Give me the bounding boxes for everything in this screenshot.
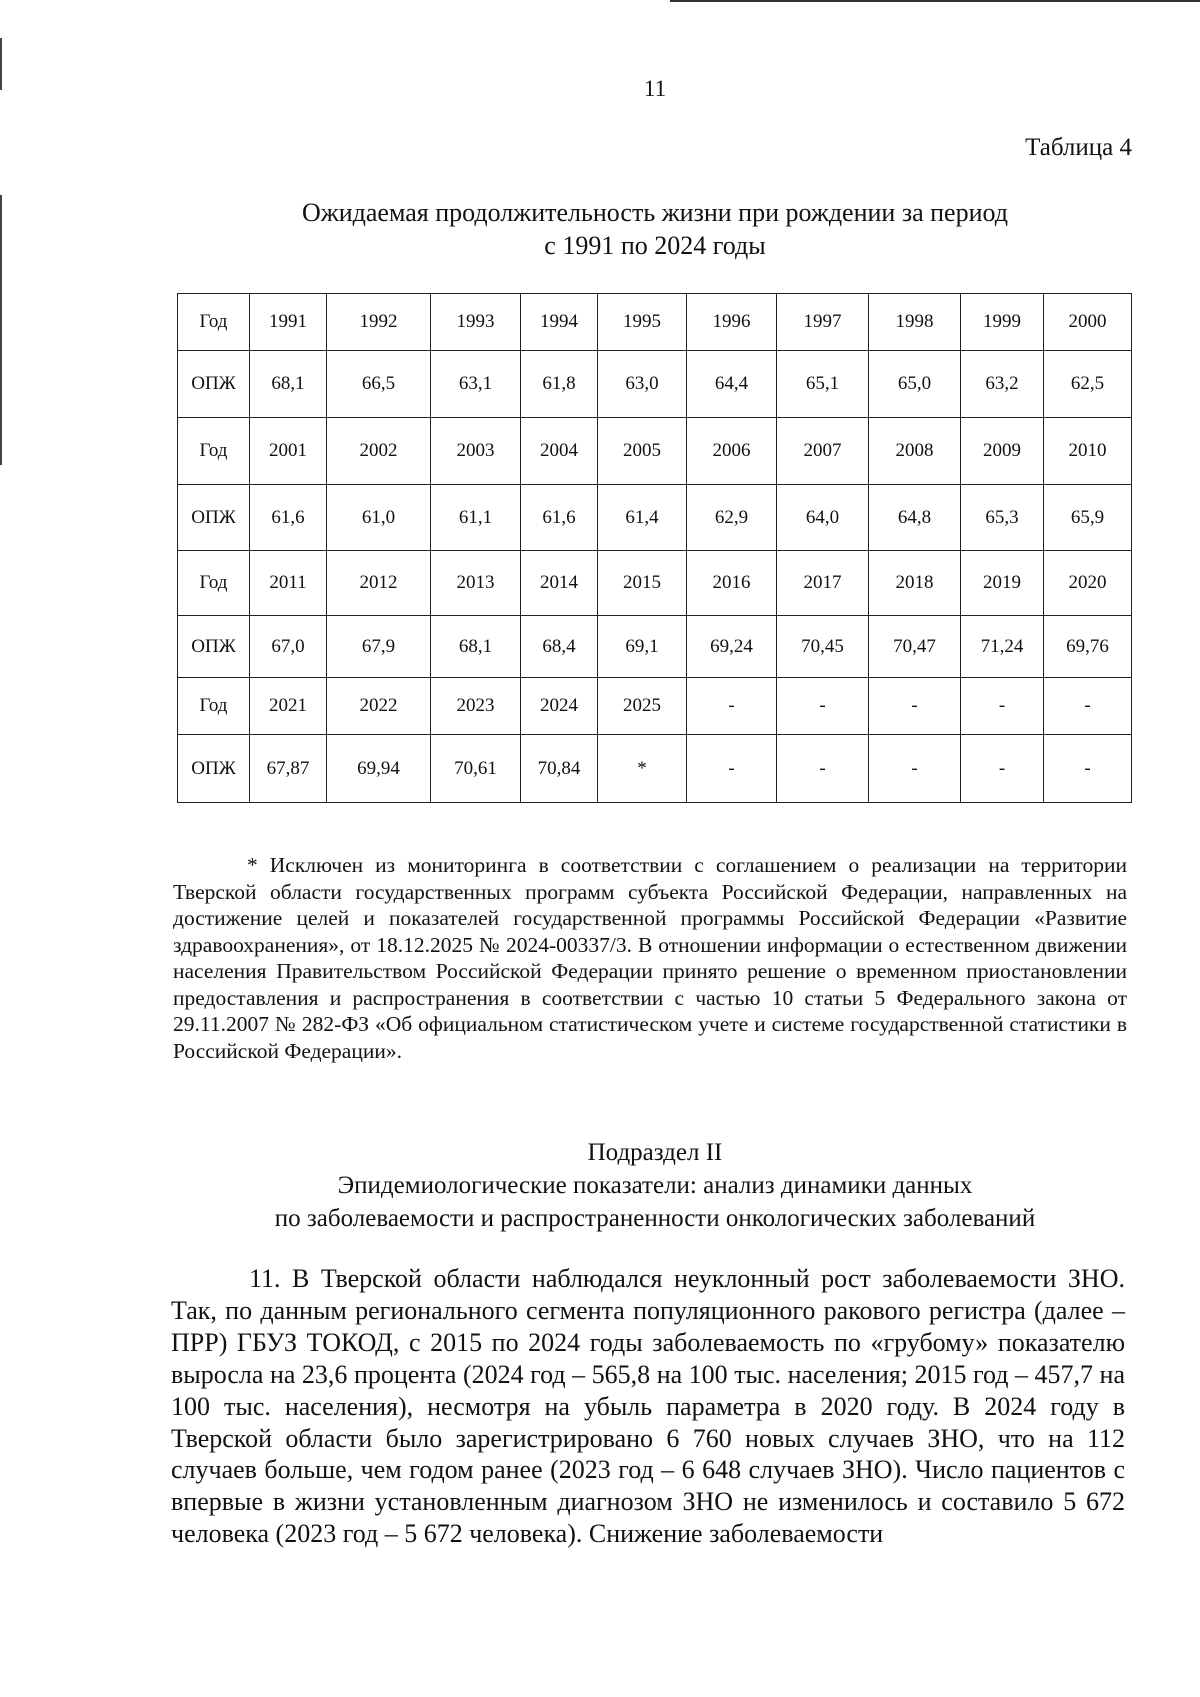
table-cell: - <box>687 678 777 735</box>
table-cell: - <box>961 735 1044 803</box>
table-cell: 2009 <box>961 418 1044 485</box>
table-row <box>178 418 1132 485</box>
table-row <box>178 485 1132 551</box>
table-cell: 63,2 <box>961 351 1044 418</box>
table-cell: 1993 <box>431 294 521 351</box>
table-row-header-cell: Год <box>178 678 250 735</box>
table-row-header-cell: Год <box>178 294 250 351</box>
table-cell: 61,8 <box>521 351 598 418</box>
table-cell: 2016 <box>687 551 777 616</box>
table-cell: 2023 <box>431 678 521 735</box>
table-cell: 70,47 <box>869 616 961 678</box>
table-row <box>178 351 1132 418</box>
table-cell: 1991 <box>250 294 327 351</box>
table-cell: 62,9 <box>687 485 777 551</box>
table-cell: 65,3 <box>961 485 1044 551</box>
table-cell: 1994 <box>521 294 598 351</box>
table-cell: 1998 <box>869 294 961 351</box>
table-row-header-cell: Год <box>178 418 250 485</box>
table-row-header-cell: ОПЖ <box>178 351 250 418</box>
footnote-text: * Исключен из мониторинга в соответствии с соглашением о реализации на территории Тверской области государственных программ субъекта Российской Федерации, направленных на достижение целей и показателей государственной программы Российской Федерации «Развитие здравоохранения», от 18.12.2025 № 2024-00337/3. В отношении информации о естественном движении населения Правительством Российской Федерации принято решение о временном приостановлении предоставления и распространения в соответствии с частью 10 статьи 5 Федерального закона от 29.11.2007 № 282-ФЗ «Об официальном статистическом учете и системе государственной статистики в Российской Федерации». <box>173 853 1127 1063</box>
table-row <box>178 735 1132 803</box>
table-cell: 70,61 <box>431 735 521 803</box>
table-cell: * <box>598 735 687 803</box>
table-cell: 69,1 <box>598 616 687 678</box>
subsection-title-line: по заболеваемости и распространенности онкологических заболеваний <box>274 1205 1036 1232</box>
table-cell: 64,8 <box>869 485 961 551</box>
table-cell: 68,1 <box>431 616 521 678</box>
table-cell: 64,4 <box>687 351 777 418</box>
table-cell: 65,0 <box>869 351 961 418</box>
table-cell: 67,9 <box>327 616 431 678</box>
table-title <box>220 196 1090 262</box>
table-cell: - <box>777 678 869 735</box>
table-cell: 61,6 <box>521 485 598 551</box>
table-cell: - <box>1044 735 1132 803</box>
paragraph-11-text: 11. В Тверской области наблюдался неуклонный рост заболеваемости ЗНО. Так, по данным регионального сегмента популяционного ракового регистра (далее – ПРР) ГБУЗ ТОКОД, с 2015 по 2024 годы заболеваемость по «грубому» показателю выросла на 23,6 процента (2024 год – 565,8 на 100 тыс. населения; 2015 год – 457,7 на 100 тыс. населения), несмотря на убыль параметра в 2020 году. В 2024 году в Тверской области было зарегистрировано 6 760 новых случаев ЗНО, что на 112 случаев больше, чем годом ранее (2023 год – 6 648 случаев ЗНО). Число пациентов с впервые в жизни установленным диагнозом ЗНО не изменилось и составило 5 672 человека (2023 год – 5 672 человека). Снижение заболеваемости <box>171 1264 1125 1549</box>
table-cell: 2002 <box>327 418 431 485</box>
table-cell: - <box>1044 678 1132 735</box>
table-cell: 69,24 <box>687 616 777 678</box>
table-cell: 1999 <box>961 294 1044 351</box>
table-cell: 2024 <box>521 678 598 735</box>
table-cell: 1992 <box>327 294 431 351</box>
table-cell: 63,1 <box>431 351 521 418</box>
table-cell: 2015 <box>598 551 687 616</box>
table-cell: 2019 <box>961 551 1044 616</box>
table-title-line: Ожидаемая продолжительность жизни при рождении за период <box>302 198 1008 227</box>
table-cell: 2020 <box>1044 551 1132 616</box>
table-cell: 2005 <box>598 418 687 485</box>
table-cell: 2001 <box>250 418 327 485</box>
body-paragraph <box>171 1263 1125 1550</box>
table-cell: - <box>869 678 961 735</box>
table-cell: - <box>777 735 869 803</box>
table-cell: 2004 <box>521 418 598 485</box>
scan-edge-top <box>670 0 1200 2</box>
subsection-heading-block <box>150 1136 1160 1235</box>
table-cell: 1996 <box>687 294 777 351</box>
table-cell: 61,4 <box>598 485 687 551</box>
table-cell: 2003 <box>431 418 521 485</box>
table-row-header-cell: ОПЖ <box>178 735 250 803</box>
table-cell: 61,6 <box>250 485 327 551</box>
subsection-title-line: Эпидемиологические показатели: анализ динамики данных <box>337 1172 973 1199</box>
table-row <box>178 678 1132 735</box>
table-cell: 68,1 <box>250 351 327 418</box>
table-cell: 70,45 <box>777 616 869 678</box>
table-cell: 65,1 <box>777 351 869 418</box>
table-cell: 2006 <box>687 418 777 485</box>
table-cell: 68,4 <box>521 616 598 678</box>
table-cell: 2014 <box>521 551 598 616</box>
table-cell: 66,5 <box>327 351 431 418</box>
table-cell: 62,5 <box>1044 351 1132 418</box>
table-row-header-cell: Год <box>178 551 250 616</box>
table-cell: 1995 <box>598 294 687 351</box>
table-row <box>178 294 1132 351</box>
table-cell: 2017 <box>777 551 869 616</box>
table-cell: 67,0 <box>250 616 327 678</box>
table-cell: 2000 <box>1044 294 1132 351</box>
table-cell: 2022 <box>327 678 431 735</box>
table-cell: - <box>869 735 961 803</box>
table-row-header-cell: ОПЖ <box>178 485 250 551</box>
scan-edge-left <box>0 195 2 465</box>
table-cell: 65,9 <box>1044 485 1132 551</box>
table-cell: 2012 <box>327 551 431 616</box>
table-cell: 2010 <box>1044 418 1132 485</box>
table-cell: 2011 <box>250 551 327 616</box>
table-cell: 2025 <box>598 678 687 735</box>
table-cell: 71,24 <box>961 616 1044 678</box>
table-cell: 70,84 <box>521 735 598 803</box>
table-cell: 61,1 <box>431 485 521 551</box>
table-cell: 2007 <box>777 418 869 485</box>
table-cell: 2008 <box>869 418 961 485</box>
table-cell: 61,0 <box>327 485 431 551</box>
table-cell: 2021 <box>250 678 327 735</box>
table-cell: 69,76 <box>1044 616 1132 678</box>
table-label: Таблица 4 <box>1025 134 1132 161</box>
table-cell: 63,0 <box>598 351 687 418</box>
table-cell: 64,0 <box>777 485 869 551</box>
subsection-heading: Подраздел II <box>587 1139 723 1166</box>
table-footnote <box>173 852 1127 1064</box>
table-cell: 1997 <box>777 294 869 351</box>
table-cell: - <box>961 678 1044 735</box>
table-title-line: с 1991 по 2024 годы <box>544 231 766 260</box>
table-cell: - <box>687 735 777 803</box>
page-number: 11 <box>643 76 667 101</box>
life-expectancy-table <box>177 293 1132 803</box>
table-cell: 2018 <box>869 551 961 616</box>
table-cell: 67,87 <box>250 735 327 803</box>
table-cell: 69,94 <box>327 735 431 803</box>
table-row <box>178 616 1132 678</box>
table-row <box>178 551 1132 616</box>
table-cell: 2013 <box>431 551 521 616</box>
table-row-header-cell: ОПЖ <box>178 616 250 678</box>
